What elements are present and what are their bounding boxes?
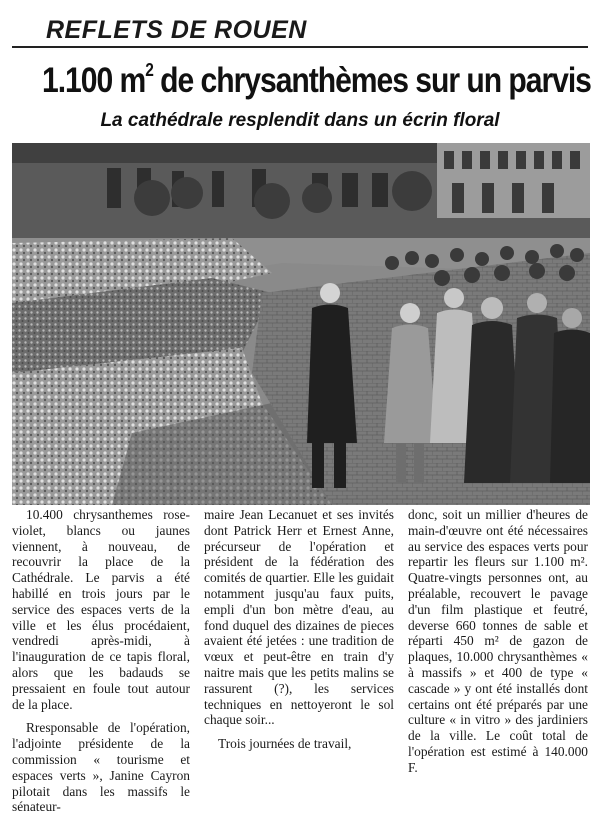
article-paragraph: donc, soit un millier d'heures de main-d'œuvre ont été nécessaires au service des espaces verts pour repartir les fleurs sur 1.100 m². Quatre-vingts personnes ont, au préalable, recouvert le pavage d'un film plastique et feutré, deverse 660 tonnes de sable et réparti 450 m² de gazon de plaques, 10.000 chrysanthèmes « à massifs » et 400 de type « cascade » y ont été installés dont certains ont été préparés par une culture « in vitro » des jardiniers de la ville. Le coût total de l'opération est estimé à 140.000 F.: [408, 507, 588, 775]
headline-superscript: 2: [145, 60, 153, 80]
photo-illustration: [12, 143, 590, 505]
article-column-2: [204, 507, 394, 752]
news-photo: [12, 143, 590, 505]
headline-lead: 1.100 m: [42, 61, 146, 100]
article-paragraph: Rresponsable de l'opération, l'adjointe présidente de la commission « tourisme et espaces verts », Janine Cayron pilotait dans les massifs le sénateur-: [12, 720, 190, 815]
headline: [42, 60, 591, 101]
headline-rest: de chrysanthèmes sur un parvis: [152, 61, 591, 100]
rubric-rule: [12, 46, 588, 48]
article-paragraph: 10.400 chrysanthemes rose-violet, blancs ou jaunes viennent, à nouveau, de recouvrir la place de la Cathédrale. Le parvis a été habillé en trois jours par le service des espaces verts de la ville et les élus procédaient, vendredi après-midi, à l'inauguration de ce tapis floral, alors que les badauds se pressaient en foule tout autour de la place.: [12, 507, 190, 712]
article-paragraph: maire Jean Lecanuet et ses invités dont Patrick Herr et Ernest Anne, précurseur de l'opération et président de la fédération des comités de quartier. Elle les guidait notamment jusqu'au faux puits, empli d'un bon mètre d'eau, au fond duquel des dizaines de pieces avaient été jetées : une tradition de vœux et peut-être en train d'y naitre mais que les petits malins se rassurent (?), les services techniques en nettoyeront le sol chaque soir...: [204, 507, 394, 728]
article-column-3: [408, 507, 588, 776]
subheadline: La cathédrale resplendit dans un écrin floral: [100, 110, 500, 131]
article-paragraph: Trois journées de travail,: [218, 736, 352, 752]
article-column-1: [12, 507, 190, 815]
section-rubric: REFLETS DE ROUEN: [46, 16, 307, 44]
